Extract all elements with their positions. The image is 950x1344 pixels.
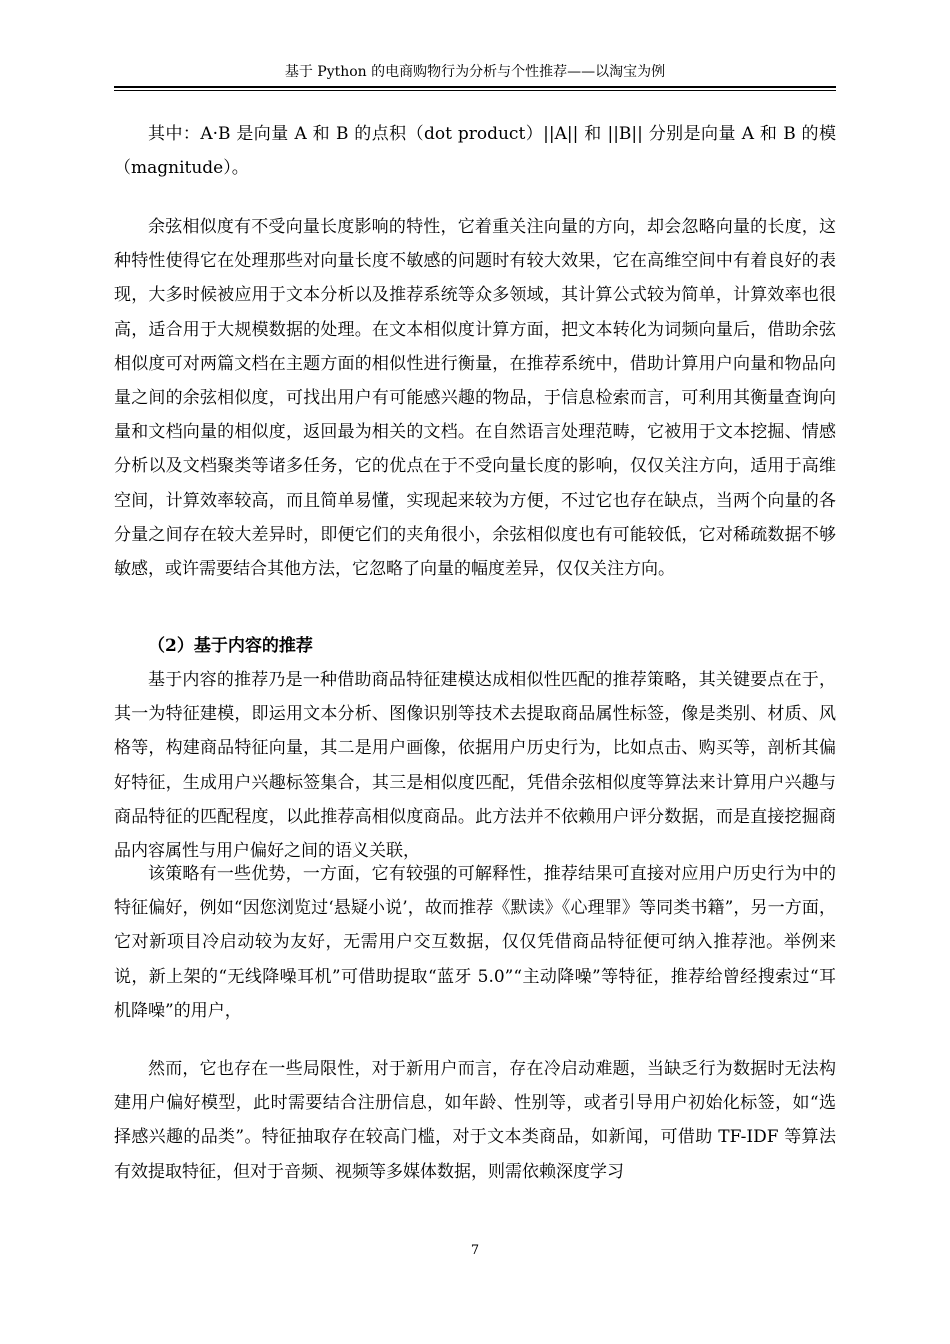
paragraph-cosine-similarity: 余弦相似度有不受向量长度影响的特性，它着重关注向量的方向，却会忽略向量的长度，这种特性使得它在处理那些对向量长度不敏感的问题时有较大效果，它在高维空间中有着良好的表现，大多时候被应用于文本分析以及推荐系统等众多领域，其计算公式较为简单，计算效率也很高，适合用于大规模数据的处理。在文本相似度计算方面，把文本转化为词频向量后，借助余弦相似度可对两篇文档在主题方面的相似性进行衡量，在推荐系统中，借助计算用户向量和物品向量之间的余弦相似度，可找出用户有可能感兴趣的物品，于信息检索而言，可利用其衡量查询向量和文档向量的相似度，返回最为相关的文档。在自然语言处理范畴，它被用于文本挖掘、情感分析以及文档聚类等诸多任务，它的优点在于不受向量长度的影响，仅仅关注方向，适用于高维空间，计算效率较高，而且简单易懂，实现起来较为方便，不过它也存在缺点，当两个向量的各分量之间存在较大差异时，即便它们的夹角很小，余弦相似度也有可能较低，它对稀疏数据不够敏感，或许需要结合其他方法，它忽略了向量的幅度差异，仅仅关注方向。 [114, 217, 836, 580]
header-rule-thin [114, 90, 836, 91]
paragraph-advantages: 该策略有一些优势，一方面，它有较强的可解释性，推荐结果可直接对应用户历史行为中的特征偏好，例如“因您浏览过‘悬疑小说’，故而推荐《默读》《心理罪》等同类书籍”，另一方面，它对新项目冷启动较为友好，无需用户交互数据，仅仅凭借商品特征便可纳入推荐池。举例来说，新上架的“无线降噪耳机”可借助提取“蓝牙 5.0”“主动降噪”等特征，推荐给曾经搜索过“耳机降噪”的用户， [114, 864, 836, 1021]
paragraph-formula-explanation: 其中：A·B 是向量 A 和 B 的点积（dot product）||A|| 和 ||B|| 分别是向量 A 和 B 的模（magnitude）。 [114, 124, 836, 179]
header-rule-thick [114, 86, 836, 88]
page-number: 7 [470, 1243, 480, 1258]
paragraph-content-based-definition: 基于内容的推荐乃是一种借助商品特征建模达成相似性匹配的推荐策略，其关键要点在于，其一为特征建模，即运用文本分析、图像识别等技术去提取商品属性标签，像是类别、材质、风格等，构建商品特征向量，其二是用户画像，依据用户历史行为，比如点击、购买等，剖析其偏好特征，生成用户兴趣标签集合，其三是相似度匹配，凭借余弦相似度等算法来计算用户兴趣与商品特征的匹配程度，以此推荐高相似度商品。此方法并不依赖用户评分数据，而是直接挖掘商品内容属性与用户偏好之间的语义关联， [114, 670, 836, 862]
paragraph-limitations: 然而，它也存在一些局限性，对于新用户而言，存在冷启动难题，当缺乏行为数据时无法构建用户偏好模型，此时需要结合注册信息，如年龄、性别等，或者引导用户初始化标签，如“选择感兴趣的品类”。特征抽取存在较高门槛，对于文本类商品，如新闻，可借助 TF-IDF 等算法有效提取特征，但对于音频、视频等多媒体数据，则需依赖深度学习 [114, 1059, 836, 1182]
running-header: 基于 Python 的电商购物行为分析与个性推荐——以淘宝为例 [284, 64, 666, 80]
section-heading: （2）基于内容的推荐 [148, 636, 313, 656]
